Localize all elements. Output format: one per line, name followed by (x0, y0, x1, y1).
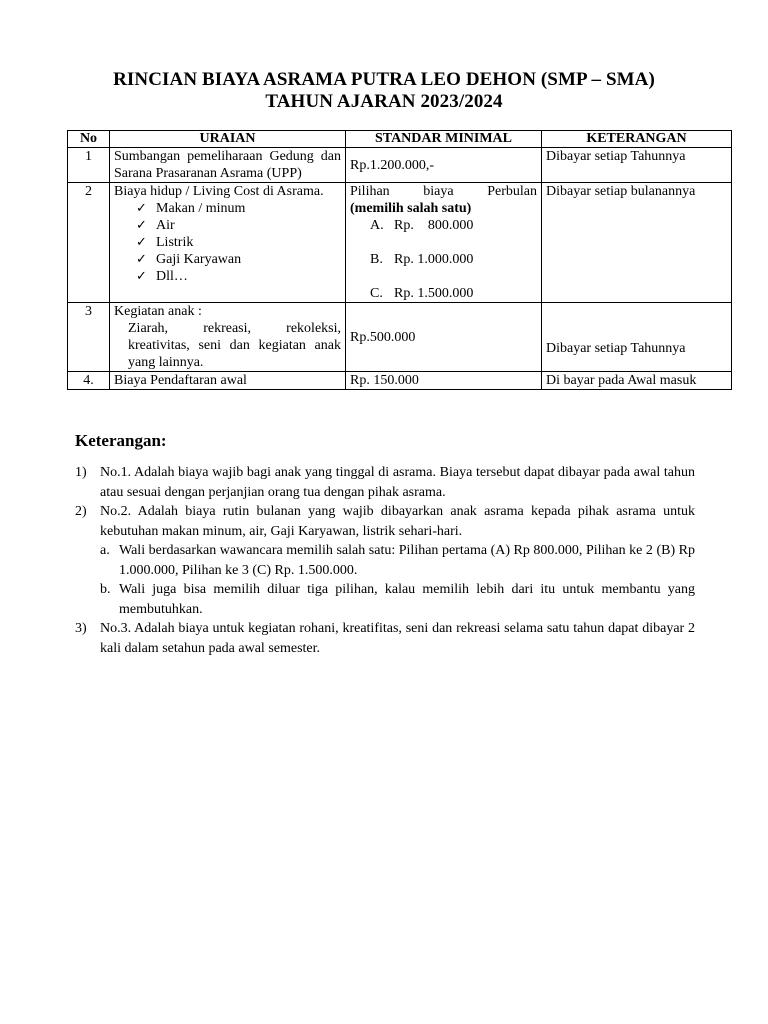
document-title: RINCIAN BIAYA ASRAMA PUTRA LEO DEHON (SMP – SMA) (113, 69, 655, 90)
note-subitem (75, 541, 695, 580)
option-value: Rp. 800.000 (394, 218, 474, 233)
subitem-text: Wali berdasarkan wawancara memilih salah satu: Pilihan pertama (A) Rp 800.000, Pilihan ke 2 (B) Rp 1.000.000, Pilihan ke 3 (C) Rp. 1.500.000. (119, 543, 695, 578)
subitem-letter: b. (100, 582, 111, 597)
checkmark-icon: ✓ (136, 218, 147, 233)
row-number: 1 (68, 148, 110, 183)
notes-heading: Keterangan: (75, 431, 167, 450)
activities-intro: Kegiatan anak : (114, 304, 202, 319)
note-text: No.1. Adalah biaya wajib bagi anak yang tinggal di asrama. Biaya tersebut dapat dibayar pada awal tahun atau sesuai dengan perjanjian orang tua dengan pihak asrama. (100, 465, 695, 500)
row-standar: Rp. 150.000 (346, 372, 542, 390)
cost-table (67, 130, 732, 390)
row-uraian: Sumbangan pemeliharaan Gedung dan Sarana Prasaranan Asrama (UPP) (110, 148, 346, 183)
row-number: 3 (68, 303, 110, 372)
note-subitem (75, 580, 695, 619)
row-number: 2 (68, 183, 110, 303)
monthly-choice-note: (memilih salah satu) (350, 201, 472, 216)
row-standar: Rp.1.200.000,- (346, 148, 542, 183)
living-cost-intro: Biaya hidup / Living Cost di Asrama. (114, 184, 324, 199)
checkmark-icon: ✓ (136, 235, 147, 250)
option-label: A. (370, 218, 384, 233)
table-row (68, 372, 732, 390)
list-item (136, 268, 341, 285)
checkmark-icon: ✓ (136, 201, 147, 216)
header-uraian: URAIAN (110, 131, 346, 148)
row-uraian (110, 303, 346, 372)
table-row (68, 303, 732, 372)
activities-detail: Ziarah, rekreasi, rekoleksi, kreativitas, seni dan kegiatan anak yang lainnya. (128, 321, 341, 370)
list-item (136, 234, 341, 251)
note-item (75, 463, 695, 502)
option-label: C. (370, 286, 383, 301)
checkmark-icon: ✓ (136, 252, 147, 267)
option-item (370, 285, 537, 302)
checkmark-icon: ✓ (136, 269, 147, 284)
header-keterangan: KETERANGAN (542, 131, 732, 148)
option-value: Rp. 1.500.000 (394, 286, 474, 301)
row-keterangan: Dibayar setiap Tahunnya (542, 303, 732, 372)
note-text: No.3. Adalah biaya untuk kegiatan rohani, kreatifitas, seni dan rekreasi selama satu tahun dapat dibayar 2 kali dalam setahun pada awal semester. (100, 621, 695, 656)
row-number: 4. (68, 372, 110, 390)
list-item (136, 200, 341, 217)
table-row (68, 183, 732, 303)
row-uraian (110, 183, 346, 303)
note-number: 2) (75, 504, 87, 519)
row-keterangan: Dibayar setiap Tahunnya (542, 148, 732, 183)
list-item-label: Air (156, 218, 175, 233)
note-number: 3) (75, 621, 87, 636)
list-item (136, 251, 341, 268)
subitem-text: Wali juga bisa memilih diluar tiga pilihan, kalau memilih lebih dari itu untuk membantu yang membutuhkan. (119, 582, 695, 617)
option-label: B. (370, 252, 383, 267)
table-header-row (68, 131, 732, 148)
option-item (370, 217, 537, 234)
monthly-choice-intro: Pilihan biaya Perbulan (350, 184, 537, 199)
table-row (68, 148, 732, 183)
option-value: Rp. 1.000.000 (394, 252, 474, 267)
list-item (136, 217, 341, 234)
row-keterangan: Dibayar setiap bulanannya (542, 183, 732, 303)
note-number: 1) (75, 465, 87, 480)
list-item-label: Listrik (156, 235, 194, 250)
row-uraian: Biaya Pendaftaran awal (110, 372, 346, 390)
living-cost-list (114, 200, 341, 285)
row-standar (346, 183, 542, 303)
list-item-label: Gaji Karyawan (156, 252, 242, 267)
list-item-label: Makan / minum (156, 201, 246, 216)
notes-list (75, 463, 695, 658)
option-item (370, 251, 537, 268)
row-standar: Rp.500.000 (346, 303, 542, 372)
row-keterangan: Di bayar pada Awal masuk (542, 372, 732, 390)
monthly-options (350, 217, 537, 302)
subitem-letter: a. (100, 543, 110, 558)
note-item (75, 502, 695, 541)
note-item (75, 619, 695, 658)
note-text: No.2. Adalah biaya rutin bulanan yang wajib dibayarkan anak asrama kepada pihak asrama untuk kebutuhan makan minum, air, Gaji Karyawan, listrik sehari-hari. (100, 504, 695, 539)
header-no: No (68, 131, 110, 148)
list-item-label: Dll… (156, 269, 188, 284)
document-subtitle: TAHUN AJARAN 2023/2024 (265, 91, 503, 112)
header-standar-minimal: STANDAR MINIMAL (346, 131, 542, 148)
